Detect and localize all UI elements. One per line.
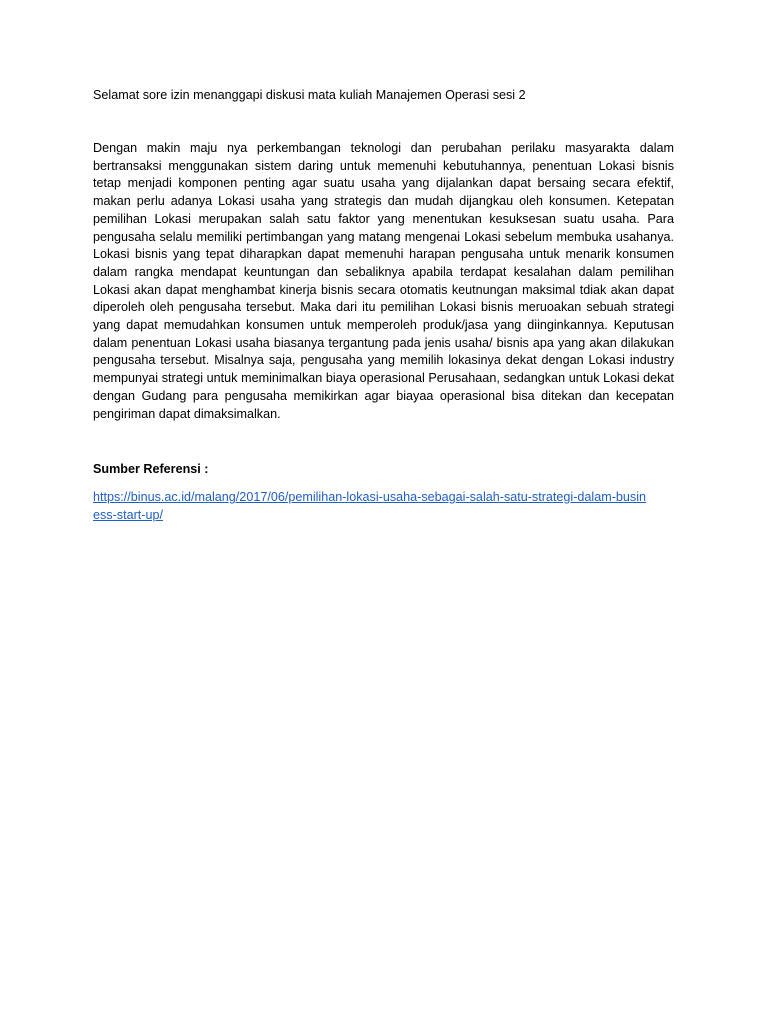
reference-heading: Sumber Referensi : bbox=[93, 462, 209, 477]
greeting-line: Selamat sore izin menanggapi diskusi mata kuliah Manajemen Operasi sesi 2 bbox=[93, 88, 526, 102]
body-paragraph: Dengan makin maju nya perkembangan teknologi dan perubahan perilaku masyarakta dalam bertransaksi menggunakan sistem daring untuk memenuhi kebutuhannya, penentuan Lokasi bisnis tetap menjadi komponen penting agar suatu usaha yang dijalankan dapat bersaing secara efektif, makan perlu adanya Lokasi usaha yang strategis dan mudah dijangkau oleh konsumen. Ketepatan pemilihan Lokasi merupakan salah satu faktor yang menentukan kesuksesan suatu usaha. Para pengusaha selalu memiliki pertimbangan yang matang mengenai Lokasi sebelum membuka usahanya. Lokasi bisnis yang tepat diharapkan dapat memenuhi harapan pengusaha untuk menarik konsumen dalam rangka mendapat keuntungan dan sebaliknya apabila terdapat kesalahan dalam pemilihan Lokasi akan dapat menghambat kinerja bisnis secara otomatis keutnungan maksimal tdiak akan dapat diperoleh oleh pengusaha tersebut. Maka dari itu pemilihan Lokasi bisnis meruoakan sebuah strategi yang dapat memudahkan konsumen untuk memperoleh produk/jasa yang diinginkannya. Keputusan dalam penentuan Lokasi usaha biasanya tergantung pada jenis usaha/ bisnis apa yang akan dilakukan pengusaha tersebut. Misalnya saja, pengusaha yang memilih lokasinya dekat dengan Lokasi industry mempunyai strategi untuk meminimalkan biaya operasional Perusahaan, sedangkan untuk Lokasi dekat dengan Gudang para pengusaha memikirkan agar biayaa operasional bisa ditekan dan kecepatan pengiriman dapat dimaksimalkan. bbox=[93, 141, 674, 421]
reference-link[interactable]: https://binus.ac.id/malang/2017/06/pemilihan-lokasi-usaha-sebagai-salah-satu-strategi-dalam-business-start-up/ bbox=[93, 490, 647, 522]
document-page bbox=[93, 86, 674, 524]
